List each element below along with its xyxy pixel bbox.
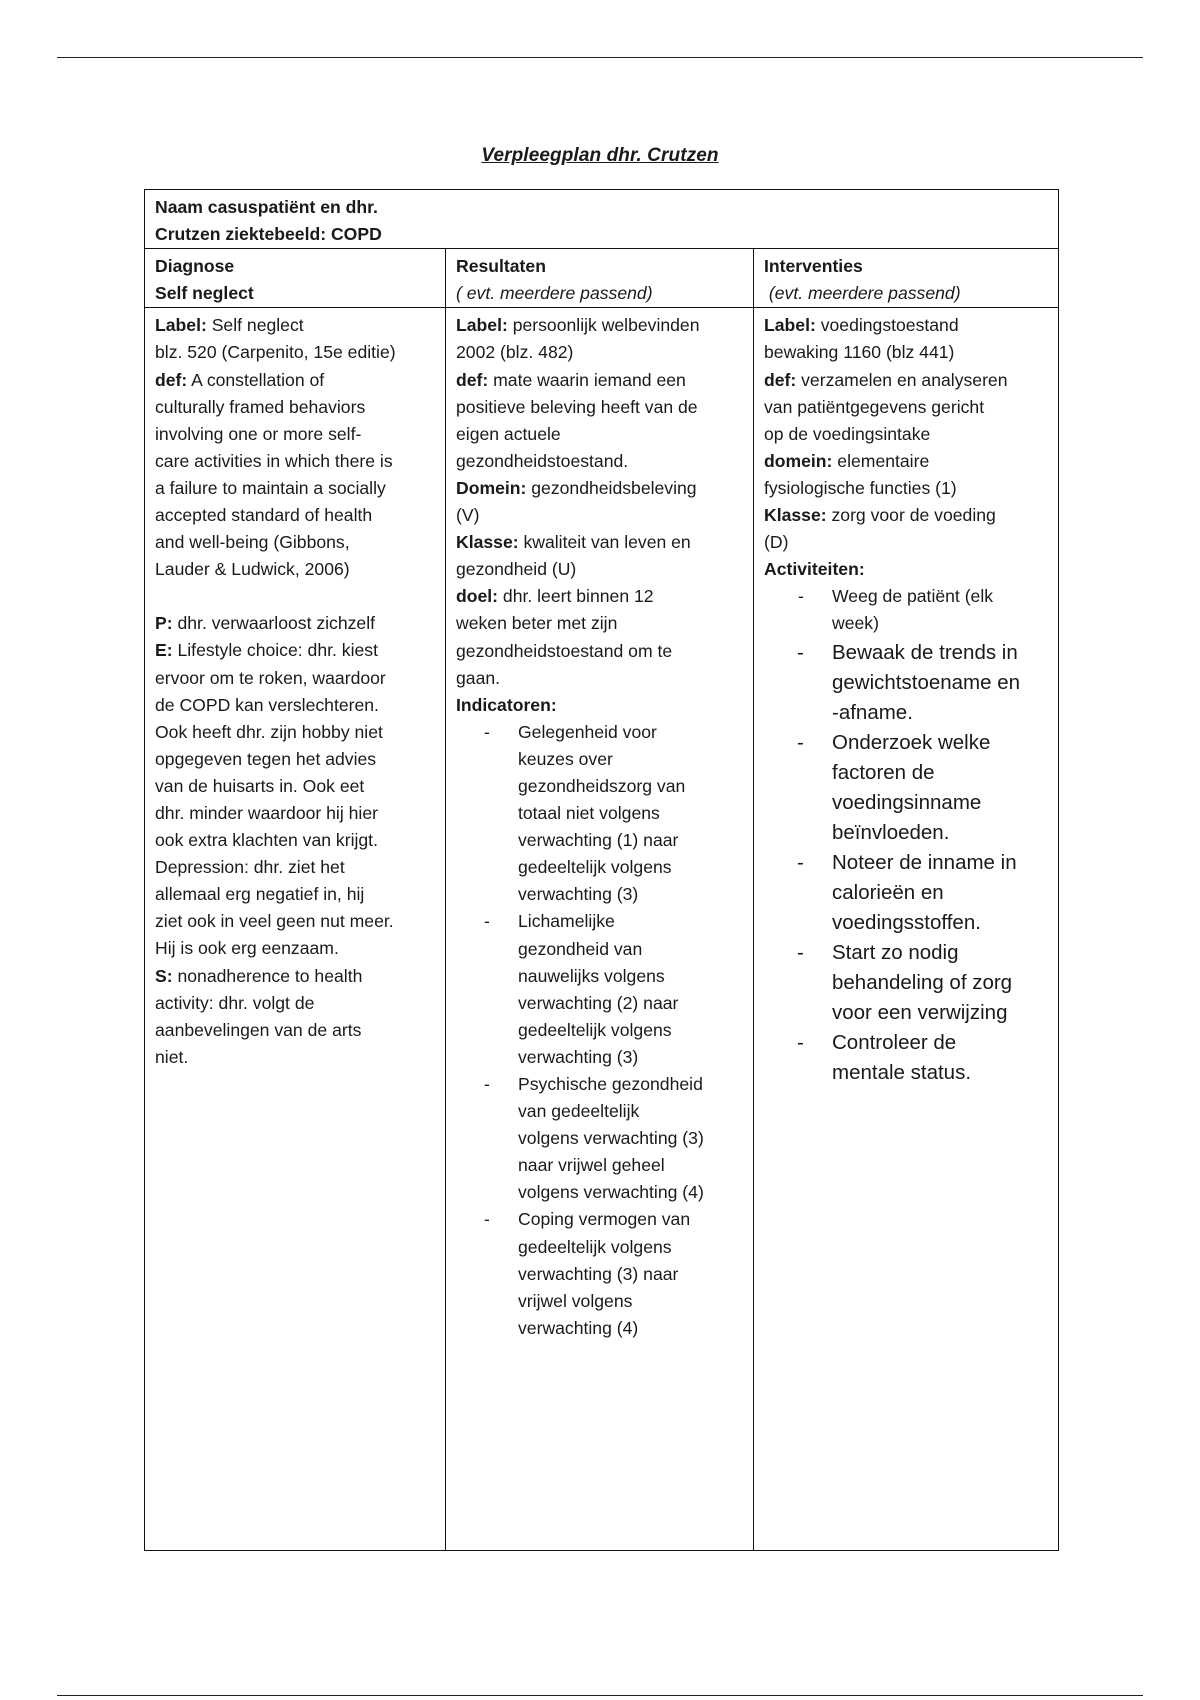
activity-list xyxy=(764,638,1048,1088)
text-line: aanbevelingen van de arts xyxy=(155,1019,362,1040)
activity-item: - Controleer de mentale status. xyxy=(832,1028,1048,1088)
text-line: weken beter met zijn xyxy=(456,613,618,634)
activiteiten-heading: Activiteiten: xyxy=(764,559,865,580)
resultaten-definition: def: mate waarin iemand een xyxy=(456,369,686,390)
spacer xyxy=(155,583,435,610)
document-title: Verpleegplan dhr. Crutzen xyxy=(481,145,719,166)
diagnose-label-source: blz. 520 (Carpenito, 15e editie) xyxy=(155,342,396,363)
patient-name-cell xyxy=(145,190,1059,249)
indicator-list xyxy=(456,719,743,1342)
activity-item: - Bewaak de trends in gewichtstoename en -afname. xyxy=(832,638,1048,728)
text-line: van de huisarts in. Ook eet xyxy=(155,775,365,796)
text-line: gaan. xyxy=(456,667,501,688)
footer-rule xyxy=(57,1695,1143,1696)
text-line: involving one or more self- xyxy=(155,423,362,444)
text-line: ziet ook in veel geen nut meer. xyxy=(155,911,394,932)
interventies-domein: domein: elementaire xyxy=(764,450,930,471)
column-subheading: ( evt. meerdere passend) xyxy=(456,283,653,304)
text-line: activity: dhr. volgt de xyxy=(155,992,315,1013)
text-line: (V) xyxy=(456,505,480,526)
indicatoren-heading: Indicatoren: xyxy=(456,694,557,715)
text-line: a failure to maintain a socially xyxy=(155,477,386,498)
text-line: gezondheid (U) xyxy=(456,559,577,580)
interventies-label: Label: voedingstoestand xyxy=(764,315,959,336)
activity-item: - Onderzoek welke factoren de voedingsinname beïnvloeden. xyxy=(832,728,1048,848)
column-header-resultaten xyxy=(446,249,754,308)
text-line: accepted standard of health xyxy=(155,505,373,526)
text-line: ervoor om te roken, waardoor xyxy=(155,667,386,688)
column-subheading: (evt. meerdere passend) xyxy=(764,283,961,304)
indicator-item: - Lichamelijke gezondheid van nauwelijks volgens verwachting (2) naar gedeeltelijk volgens verwachting (3) xyxy=(518,908,743,1071)
text-line: van patiëntgegevens gericht xyxy=(764,396,985,417)
text-line: gezondheidstoestand. xyxy=(456,450,629,471)
activity-item: - Start zo nodig behandeling of zorg voor een verwijzing xyxy=(832,938,1048,1028)
text-line: allemaal erg negatief in, hij xyxy=(155,884,365,905)
text-line: Ook heeft dhr. zijn hobby niet xyxy=(155,721,383,742)
text-line: positieve beleving heeft van de xyxy=(456,396,698,417)
interventies-klasse: Klasse: zorg voor de voeding xyxy=(764,505,996,526)
text-line: dhr. minder waardoor hij hier xyxy=(155,802,378,823)
diagnose-definition: def: A constellation of xyxy=(155,369,325,390)
resultaten-label: Label: persoonlijk welbevinden xyxy=(456,315,700,336)
indicator-item: - Psychische gezondheid van gedeeltelijk volgens verwachting (3) naar vrijwel geheel volgens verwachting (4) xyxy=(518,1071,743,1206)
activity-item: - Noteer de inname in calorieën en voedingsstoffen. xyxy=(832,848,1048,938)
text-line: 2002 (blz. 482) xyxy=(456,342,574,363)
column-header-interventies xyxy=(754,249,1059,308)
text-line: Depression: dhr. ziet het xyxy=(155,857,345,878)
text-line: ook extra klachten van krijgt. xyxy=(155,830,378,851)
header-rule xyxy=(57,57,1143,58)
interventies-cell xyxy=(754,308,1059,1551)
resultaten-doel: doel: dhr. leert binnen 12 xyxy=(456,586,654,607)
indicator-item: - Gelegenheid voor keuzes over gezondheidszorg van totaal niet volgens verwachting (1) naar gedeeltelijk volgens verwachting (3) xyxy=(518,719,743,909)
resultaten-domein: Domein: gezondheidsbeleving xyxy=(456,477,697,498)
text-line: de COPD kan verslechteren. xyxy=(155,694,379,715)
activity-list-small xyxy=(764,583,1048,637)
diagnose-etiology: E: Lifestyle choice: dhr. kiest xyxy=(155,640,378,661)
text-line: Lauder & Ludwick, 2006) xyxy=(155,559,350,580)
text-line: care activities in which there is xyxy=(155,450,393,471)
column-heading: Resultaten xyxy=(456,256,546,277)
text-line: eigen actuele xyxy=(456,423,561,444)
diagnose-label: Label: Self neglect xyxy=(155,315,304,336)
diagnose-cell xyxy=(145,308,446,1551)
text-line: Hij is ook erg eenzaam. xyxy=(155,938,339,959)
indicator-item: - Coping vermogen van gedeeltelijk volgens verwachting (3) naar vrijwel volgens verwachting (4) xyxy=(518,1206,743,1341)
patient-name-line: Naam casuspatiënt en dhr. xyxy=(155,197,378,217)
care-plan-table xyxy=(144,189,1059,1551)
interventies-definition: def: verzamelen en analyseren xyxy=(764,369,1008,390)
text-line: opgegeven tegen het advies xyxy=(155,748,377,769)
diagnose-symptoms: S: nonadherence to health xyxy=(155,965,363,986)
text-line: culturally framed behaviors xyxy=(155,396,366,417)
resultaten-klasse: Klasse: kwaliteit van leven en xyxy=(456,532,691,553)
text-line: gezondheidstoestand om te xyxy=(456,640,673,661)
column-header-diagnose xyxy=(145,249,446,308)
column-heading: Interventies xyxy=(764,256,863,277)
text-line: bewaking 1160 (blz 441) xyxy=(764,342,955,363)
text-line: fysiologische functies (1) xyxy=(764,477,957,498)
column-heading: Diagnose xyxy=(155,256,235,277)
text-line: niet. xyxy=(155,1046,189,1067)
resultaten-cell xyxy=(446,308,754,1551)
patient-disease-line: Crutzen ziektebeeld: COPD xyxy=(155,224,382,245)
text-line: op de voedingsintake xyxy=(764,423,931,444)
column-subheading: Self neglect xyxy=(155,283,254,304)
activity-item: - Weeg de patiënt (elk week) xyxy=(832,583,1048,637)
text-line: and well-being (Gibbons, xyxy=(155,532,350,553)
diagnose-problem: P: dhr. verwaarloost zichzelf xyxy=(155,613,376,634)
text-line: (D) xyxy=(764,532,789,553)
